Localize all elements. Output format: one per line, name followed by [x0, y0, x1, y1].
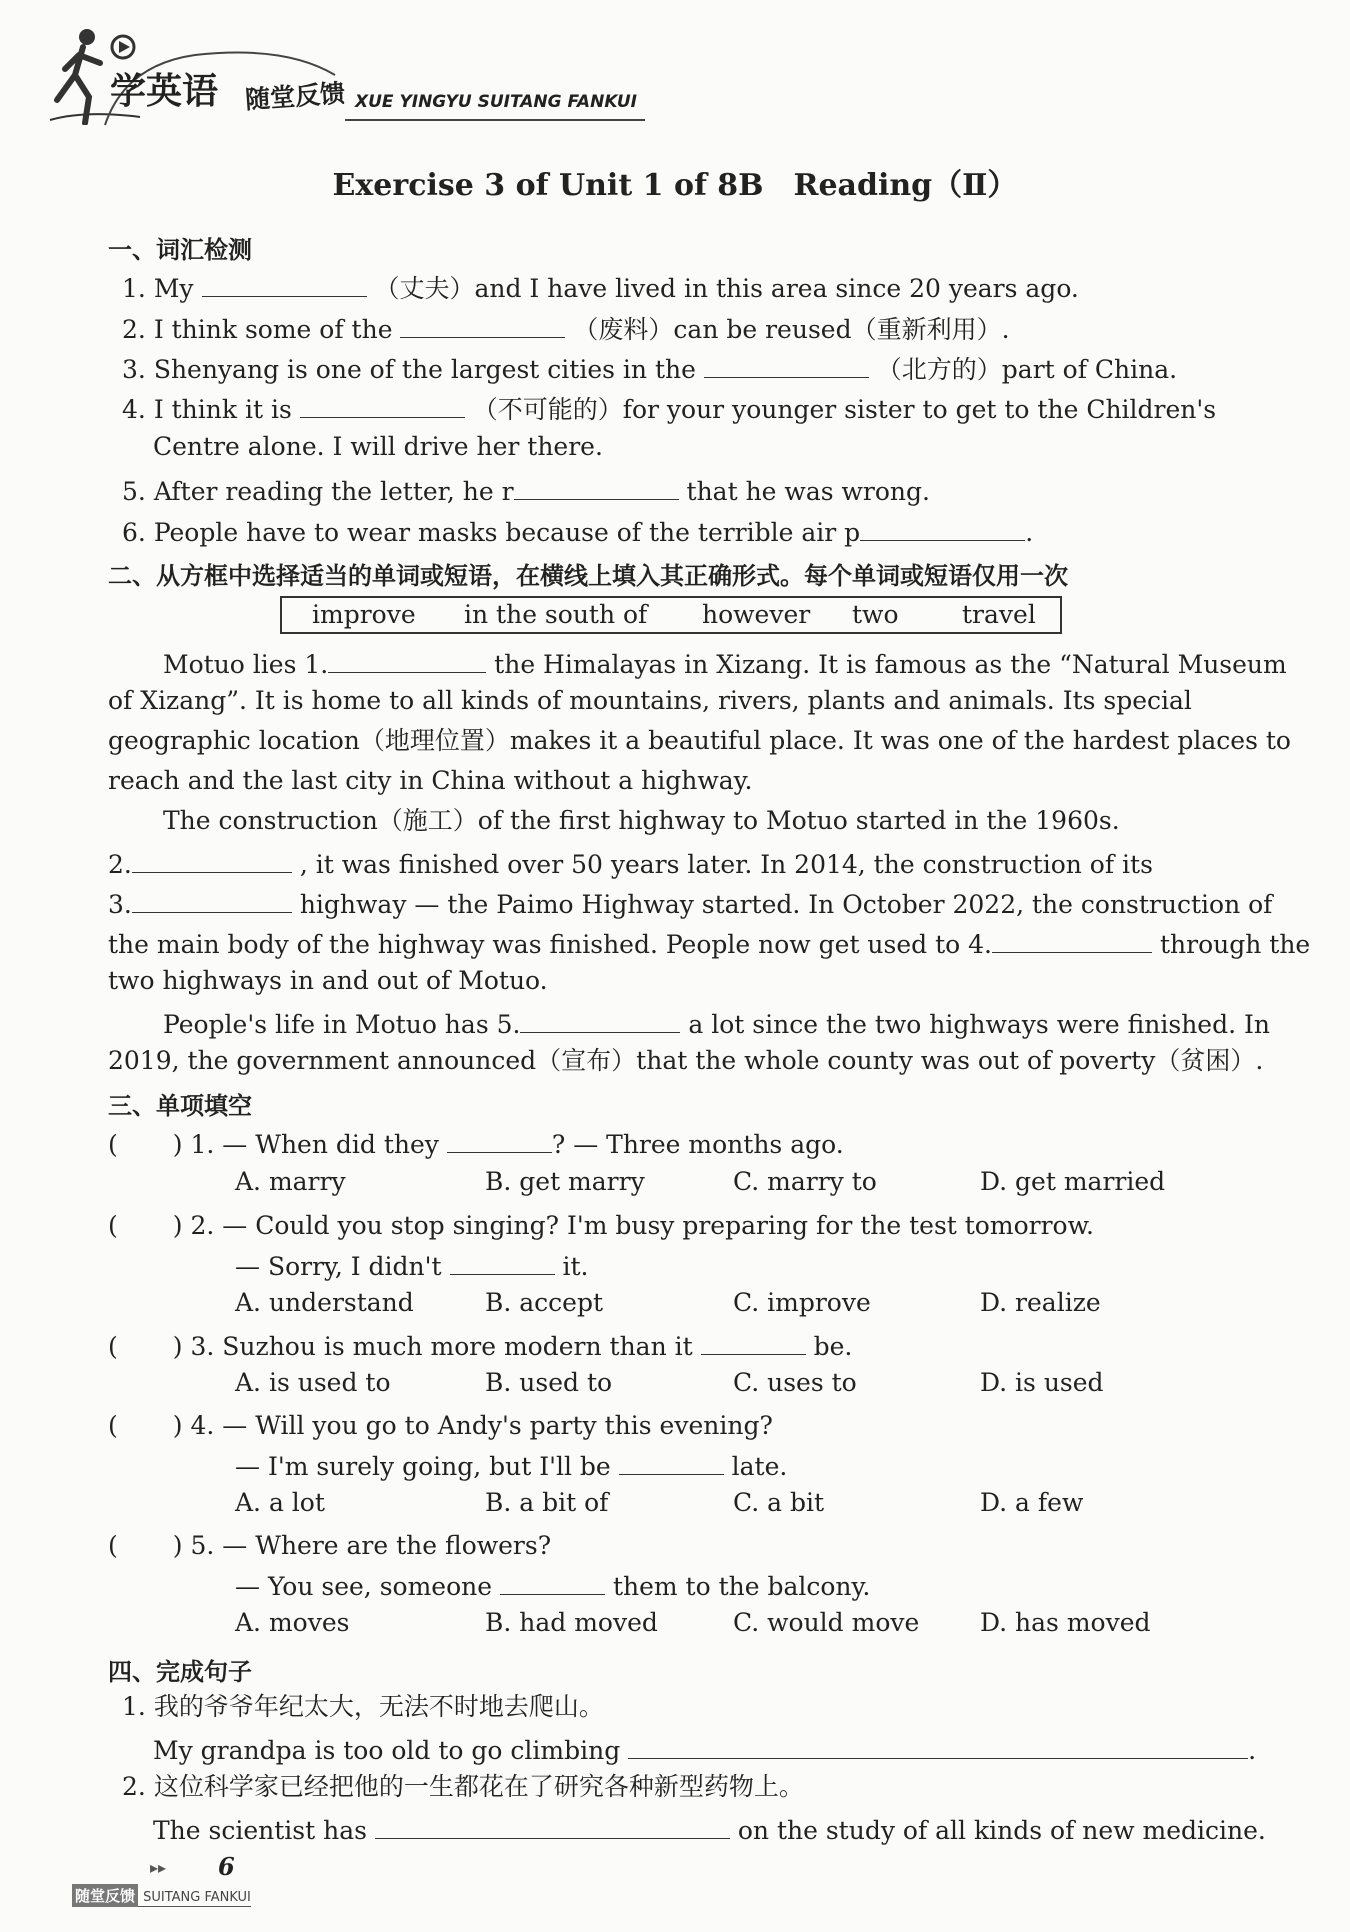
passage-line	[108, 926, 1310, 960]
question-text: it.	[562, 1252, 589, 1281]
english-sentence: on the study of all kinds of new medicine.	[737, 1816, 1266, 1845]
question-number: 4.	[190, 1411, 215, 1440]
question-3	[108, 1328, 852, 1362]
footer-label	[72, 1884, 251, 1907]
passage-line	[163, 646, 1287, 680]
answer-paren-open: (	[108, 1332, 118, 1361]
answer-blank[interactable]	[300, 391, 465, 418]
section3-heading: 三、单项填空	[108, 1092, 252, 1120]
answer-blank[interactable]	[860, 514, 1025, 541]
passage-line: 2019, the government announced（宣布）that the whole county was out of poverty（贫困）.	[108, 1046, 1264, 1075]
question-blank	[701, 1328, 806, 1355]
item-number: 5.	[122, 477, 146, 506]
question-text: ? — Three months ago.	[551, 1130, 844, 1159]
page-number: 6	[218, 1852, 235, 1881]
answer-paren-close: )	[172, 1130, 183, 1159]
question-blank	[619, 1448, 724, 1475]
item-hint: （废料）can be reused（重新利用）.	[573, 315, 1010, 344]
question-blank	[500, 1568, 605, 1595]
passage-text: People's life in Motuo has 5.	[163, 1010, 521, 1039]
item-text: Shenyang is one of the largest cities in the	[153, 355, 696, 384]
word-box-item: in the south of	[464, 600, 648, 629]
answer-paren-close: )	[172, 1211, 183, 1240]
item-hint: （丈夫）and I have lived in this area since 20 years ago.	[374, 274, 1079, 303]
word-box-item: two	[852, 600, 899, 629]
passage-text: the main body of the highway was finished. People now get used to 4.	[108, 930, 993, 959]
answer-choice-blank[interactable]	[118, 1127, 173, 1153]
vocab-item-6	[122, 514, 1033, 548]
english-sentence: The scientist has	[153, 1816, 367, 1845]
vocab-item-3	[122, 351, 1177, 385]
item-number: 1.	[122, 274, 146, 303]
section2-heading: 二、从方框中选择适当的单词或短语，在横线上填入其正确形式。每个单词或短语仅用一次	[108, 562, 1068, 590]
answer-blank-5[interactable]	[520, 1006, 680, 1033]
answer-paren-close: )	[172, 1332, 183, 1361]
page-title: Exercise 3 of Unit 1 of 8B Reading（Ⅱ）	[332, 168, 1018, 203]
answer-blank-2[interactable]	[132, 846, 292, 873]
item-number: 6.	[122, 518, 146, 547]
passage-line: geographic location（地理位置）makes it a beautiful place. It was one of the hardest places to	[108, 726, 1291, 755]
question-text: — I'm surely going, but I'll be	[235, 1452, 611, 1481]
vocab-item-4-cont: Centre alone. I will drive her there.	[153, 432, 603, 461]
question-5-line2	[235, 1568, 870, 1602]
question-text: be.	[813, 1332, 853, 1361]
passage-line: two highways in and out of Motuo.	[108, 966, 548, 995]
question-number: 2.	[190, 1211, 215, 1240]
answer-blank[interactable]	[628, 1732, 1248, 1759]
word-box-item: travel	[962, 600, 1036, 629]
option-c[interactable]: C. improve	[733, 1288, 871, 1317]
option-d[interactable]: D. a few	[980, 1488, 1084, 1517]
question-number: 3.	[190, 1332, 215, 1361]
item-number: 1.	[122, 1692, 146, 1721]
question-4	[108, 1408, 773, 1441]
answer-blank[interactable]	[514, 473, 679, 500]
option-b[interactable]: B. a bit of	[485, 1488, 609, 1517]
option-b[interactable]: B. accept	[485, 1288, 604, 1317]
word-box	[280, 596, 1062, 634]
section4-heading: 四、完成句子	[108, 1658, 252, 1686]
passage-line: of Xizang”. It is home to all kinds of mountains, rivers, plants and animals. Its special	[108, 686, 1192, 715]
question-1	[108, 1126, 844, 1160]
passage-line	[163, 1006, 1270, 1040]
question-text: — Sorry, I didn't	[235, 1252, 442, 1281]
question-text: Suzhou is much more modern than it	[222, 1332, 693, 1361]
question-number: 5.	[190, 1531, 215, 1560]
option-d[interactable]: D. has moved	[980, 1608, 1151, 1637]
option-b[interactable]: B. used to	[485, 1368, 613, 1397]
footer-label-en: SUITANG FANKUI	[143, 1890, 251, 1905]
option-d[interactable]: D. realize	[980, 1288, 1101, 1317]
passage-text: highway — the Paimo Highway started. In October 2022, the construction of	[299, 890, 1273, 919]
question-2	[108, 1208, 1094, 1241]
logo-cn: 学英语	[110, 71, 219, 112]
chinese-sentence: 我的爷爷年纪太大，无法不时地去爬山。	[153, 1692, 604, 1721]
answer-blank[interactable]	[202, 270, 367, 297]
option-a[interactable]: A. moves	[235, 1608, 350, 1637]
answer-choice-blank[interactable]	[118, 1329, 173, 1355]
question-5	[108, 1528, 551, 1561]
option-d[interactable]: D. is used	[980, 1368, 1104, 1397]
question-blank	[447, 1126, 552, 1153]
item-text: I think it is	[153, 395, 292, 424]
answer-blank-4[interactable]	[992, 926, 1152, 953]
passage-text: the Himalayas in Xizang. It is famous as the “Natural Museum	[494, 650, 1287, 679]
item-hint: （北方的）part of China.	[876, 355, 1178, 384]
option-a[interactable]: A. is used to	[235, 1368, 391, 1397]
translate-item-1-en	[153, 1732, 1256, 1766]
question-text: them to the balcony.	[612, 1572, 871, 1601]
section1-heading: 一、词汇检测	[108, 236, 252, 264]
passage-text: Motuo lies 1.	[163, 650, 329, 679]
logo-en: XUE YINGYU SUITANG FANKUI	[355, 92, 638, 112]
answer-paren-open: (	[108, 1211, 118, 1240]
vocab-item-5	[122, 473, 930, 507]
question-text: — Will you go to Andy's party this evening?	[222, 1411, 773, 1440]
option-b[interactable]: B. get marry	[485, 1167, 645, 1196]
option-a[interactable]: A. a lot	[235, 1488, 325, 1517]
chinese-sentence: 这位科学家已经把他的一生都花在了研究各种新型药物上。	[153, 1772, 804, 1801]
question-2-line2	[235, 1248, 588, 1282]
question-text: — Where are the flowers?	[222, 1531, 552, 1560]
option-c[interactable]: C. marry to	[733, 1167, 877, 1196]
footer-arrows: ▸▸	[150, 1858, 167, 1877]
vocab-item-4	[122, 391, 1216, 425]
question-text: late.	[731, 1452, 788, 1481]
translate-item-2-en	[153, 1812, 1266, 1846]
logo-cn-small: 随堂反馈	[244, 78, 347, 115]
item-text: People have to wear masks because of the terrible air p	[153, 518, 861, 547]
answer-blank[interactable]	[704, 351, 869, 378]
passage-line	[108, 886, 1272, 920]
answer-paren-close: )	[172, 1531, 183, 1560]
vocab-item-1	[122, 270, 1079, 304]
answer-paren-close: )	[172, 1411, 183, 1440]
answer-choice-blank[interactable]	[118, 1408, 173, 1434]
item-hint: that he was wrong.	[686, 477, 930, 506]
answer-paren-open: (	[108, 1130, 118, 1159]
passage-text: through the	[1159, 930, 1311, 959]
item-number: 2.	[122, 315, 146, 344]
option-a[interactable]: A. marry	[235, 1167, 346, 1196]
item-text: After reading the letter, he r	[153, 477, 514, 506]
passage-text: a lot since the two highways were finished. In	[688, 1010, 1270, 1039]
item-number: 4.	[122, 395, 146, 424]
english-sentence: My grandpa is too old to go climbing	[153, 1736, 621, 1765]
question-text: — You see, someone	[235, 1572, 493, 1601]
answer-blank-1[interactable]	[328, 646, 486, 673]
question-blank	[450, 1248, 555, 1275]
vocab-item-2	[122, 311, 1010, 345]
option-c[interactable]: C. a bit	[733, 1488, 825, 1517]
question-number: 1.	[190, 1130, 215, 1159]
item-number: 2.	[122, 1772, 146, 1801]
passage-text: , it was finished over 50 years later. In 2014, the construction of its	[299, 850, 1153, 879]
option-c[interactable]: C. uses to	[733, 1368, 857, 1397]
item-number: 3.	[122, 355, 146, 384]
option-b[interactable]: B. had moved	[485, 1608, 658, 1637]
question-text: — Could you stop singing? I'm busy preparing for the test tomorrow.	[222, 1211, 1094, 1240]
item-hint: .	[1025, 518, 1034, 547]
answer-choice-blank[interactable]	[118, 1208, 173, 1234]
option-c[interactable]: C. would move	[733, 1608, 920, 1637]
answer-paren-open: (	[108, 1411, 118, 1440]
footer-label-cn: 随堂反馈	[72, 1884, 138, 1907]
passage-text: 3.	[108, 890, 132, 919]
translate-item-2-cn	[122, 1772, 804, 1802]
answer-choice-blank[interactable]	[118, 1528, 173, 1554]
word-box-item: however	[702, 600, 811, 629]
question-text: — When did they	[222, 1130, 439, 1159]
english-sentence: .	[1248, 1736, 1257, 1765]
translate-item-1-cn	[122, 1692, 604, 1722]
option-d[interactable]: D. get married	[980, 1167, 1166, 1196]
word-box-item: improve	[312, 600, 416, 629]
header-logo	[45, 25, 645, 130]
item-hint: （不可能的）for your younger sister to get to the Children's	[472, 395, 1217, 424]
question-4-line2	[235, 1448, 787, 1482]
passage-line: reach and the last city in China without a highway.	[108, 766, 753, 795]
item-text: I think some of the	[153, 315, 393, 344]
passage-line	[108, 846, 1153, 880]
answer-blank[interactable]	[400, 311, 565, 338]
option-a[interactable]: A. understand	[235, 1288, 414, 1317]
answer-paren-open: (	[108, 1531, 118, 1560]
answer-blank[interactable]	[375, 1812, 730, 1839]
passage-text: 2.	[108, 850, 132, 879]
item-text: My	[153, 274, 194, 303]
answer-blank-3[interactable]	[132, 886, 292, 913]
passage-line: The construction（施工）of the first highway to Motuo started in the 1960s.	[163, 806, 1120, 835]
